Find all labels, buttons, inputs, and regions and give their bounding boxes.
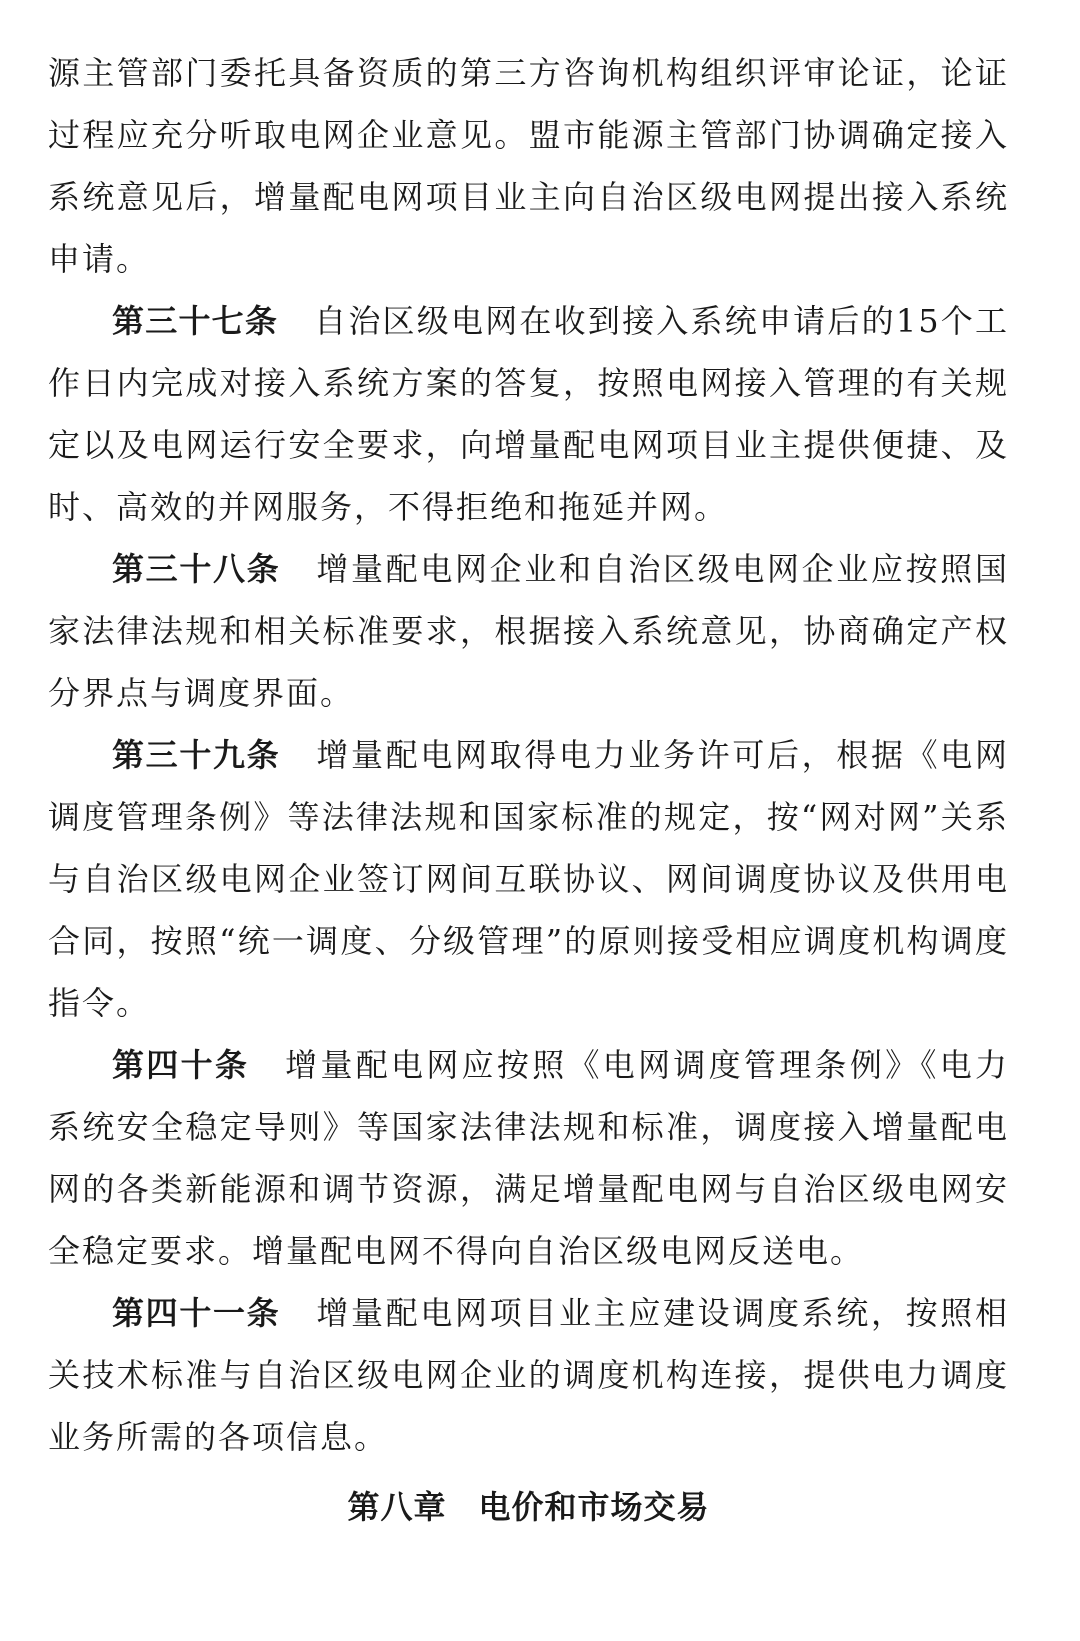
article-text: 增量配电网项目业主应建设调度系统，按照相关技术标准与自治区级电网企业的调度机构连接，提供电力调度业务所需的各项信息。 [48, 1294, 1009, 1456]
article-text: 自治区级电网在收到接入系统申请后的15个工作日内完成对接入系统方案的答复，按照电网接入管理的有关规定以及电网运行安全要求，向增量配电网项目业主提供便捷、及时、高效的并网服务，不得拒绝和拖延并网。 [48, 302, 1009, 526]
chapter-number: 第八章 [347, 1488, 447, 1526]
article-text: 增量配电网取得电力业务许可后，根据《电网调度管理条例》等法律法规和国家标准的规定，按“网对网”关系与自治区级电网企业签订网间互联协议、网间调度协议及供用电合同，按照“统一调度、分级管理”的原则接受相应调度机构调度指令。 [48, 736, 1009, 1022]
chapter-heading [48, 1476, 1009, 1538]
article-41 [48, 1282, 1009, 1468]
chapter-title: 电价和市场交易 [478, 1488, 710, 1526]
article-text: 增量配电网应按照《电网调度管理条例》《电力系统安全稳定导则》等国家法律法规和标准，调度接入增量配电网的各类新能源和调节资源，满足增量配电网与自治区级电网安全稳定要求。增量配电网不得向自治区级电网反送电。 [48, 1046, 1009, 1270]
article-40 [48, 1034, 1009, 1282]
intro-paragraph [48, 42, 1009, 290]
article-38 [48, 538, 1009, 724]
article-text: 增量配电网企业和自治区级电网企业应按照国家法律法规和相关标准要求，根据接入系统意见，协商确定产权分界点与调度界面。 [48, 550, 1009, 712]
article-number: 第三十八条 [112, 550, 281, 588]
article-number: 第三十九条 [112, 736, 281, 774]
article-number: 第四十一条 [112, 1294, 281, 1332]
article-37 [48, 290, 1009, 538]
article-number: 第四十条 [112, 1046, 250, 1084]
intro-paragraph-text: 源主管部门委托具备资质的第三方咨询机构组织评审论证，论证过程应充分听取电网企业意见。盟市能源主管部门协调确定接入系统意见后，增量配电网项目业主向自治区级电网提出接入系统申请。 [48, 54, 1009, 278]
article-number: 第三十七条 [112, 302, 279, 340]
article-39 [48, 724, 1009, 1034]
